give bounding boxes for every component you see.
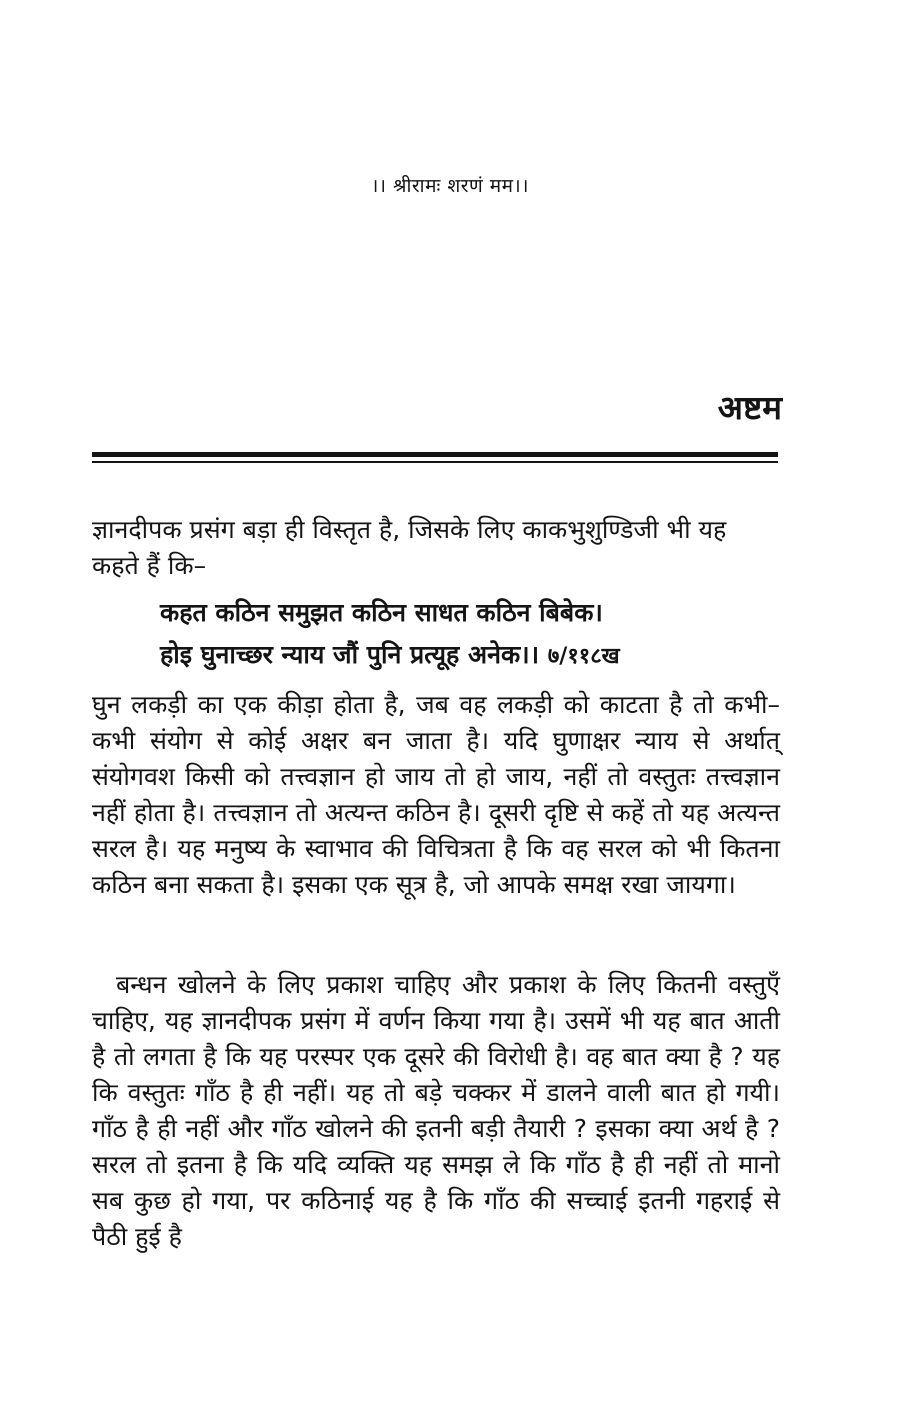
body-paragraph-1: घुन लकड़ी का एक कीड़ा होता है, जब वह लकड़ी को काटता है तो कभी–कभी संयोग से कोई अक्षर बन जाता है। यदि घुणाक्षर न्याय से अर्थात् संयोगवश किसी को तत्त्वज्ञान हो जाय तो हो जाय, नहीं तो वस्तुतः तत्त्वज्ञान नहीं होता है। तत्त्वज्ञान तो अत्यन्त कठिन है। दूसरी दृष्टि से कहें तो यह अत्यन्त सरल है। यह मनुष्य के स्वाभाव की विचित्रता है कि वह सरल को भी कितना कठिन बना सकता है। इसका एक सूत्र है, जो आपके समक्ष रखा जायगा। [92,690,780,899]
verse-line-2-text: होइ घुनाच्छर न्याय जौं पुनि प्रत्यूह अनेक।। [160,640,540,669]
verse-line-2 [160,634,800,678]
intro-paragraph: ज्ञानदीपक प्रसंग बड़ा ही विस्तृत है, जिसके लिए काकभुशुण्डिजी भी यह कहते हैं कि– [92,515,727,580]
verse-reference: ७/११८ख [547,644,620,669]
page-invocation: ।। श्रीरामः शरणं मम।। [371,175,529,197]
body-paragraph-2: बन्धन खोलने के लिए प्रकाश चाहिए और प्रकाश के लिए कितनी वस्तुएँ चाहिए, यह ज्ञानदीपक प्रसंग में वर्णन किया गया है। उसमें भी यह बात आती है तो लगता है कि यह परस्पर एक दूसरे की विरोधी है। वह बात क्या है ? यह कि वस्तुतः गाँठ है ही नहीं। यह तो बड़े चक्कर में डालने वाली बात हो गयी। गाँठ है ही नहीं और गाँठ खोलने की इतनी बड़ी तैयारी ? इसका क्या अर्थ है ? सरल तो इतना है कि यदि व्यक्ति यह समझ ले कि गाँठ है ही नहीं तो मानो सब कुछ हो गया, पर कठिनाई यह है कि गाँठ की सच्चाई इतनी गहराई से पैठी हुई है [92,970,780,1251]
chapter-title: अष्टम [717,388,782,427]
verse-line-1: कहत कठिन समुझत कठिन साधत कठिन बिबेक। [160,598,603,627]
chapter-rule-thin [92,461,778,463]
chapter-rule-thick [92,452,778,457]
